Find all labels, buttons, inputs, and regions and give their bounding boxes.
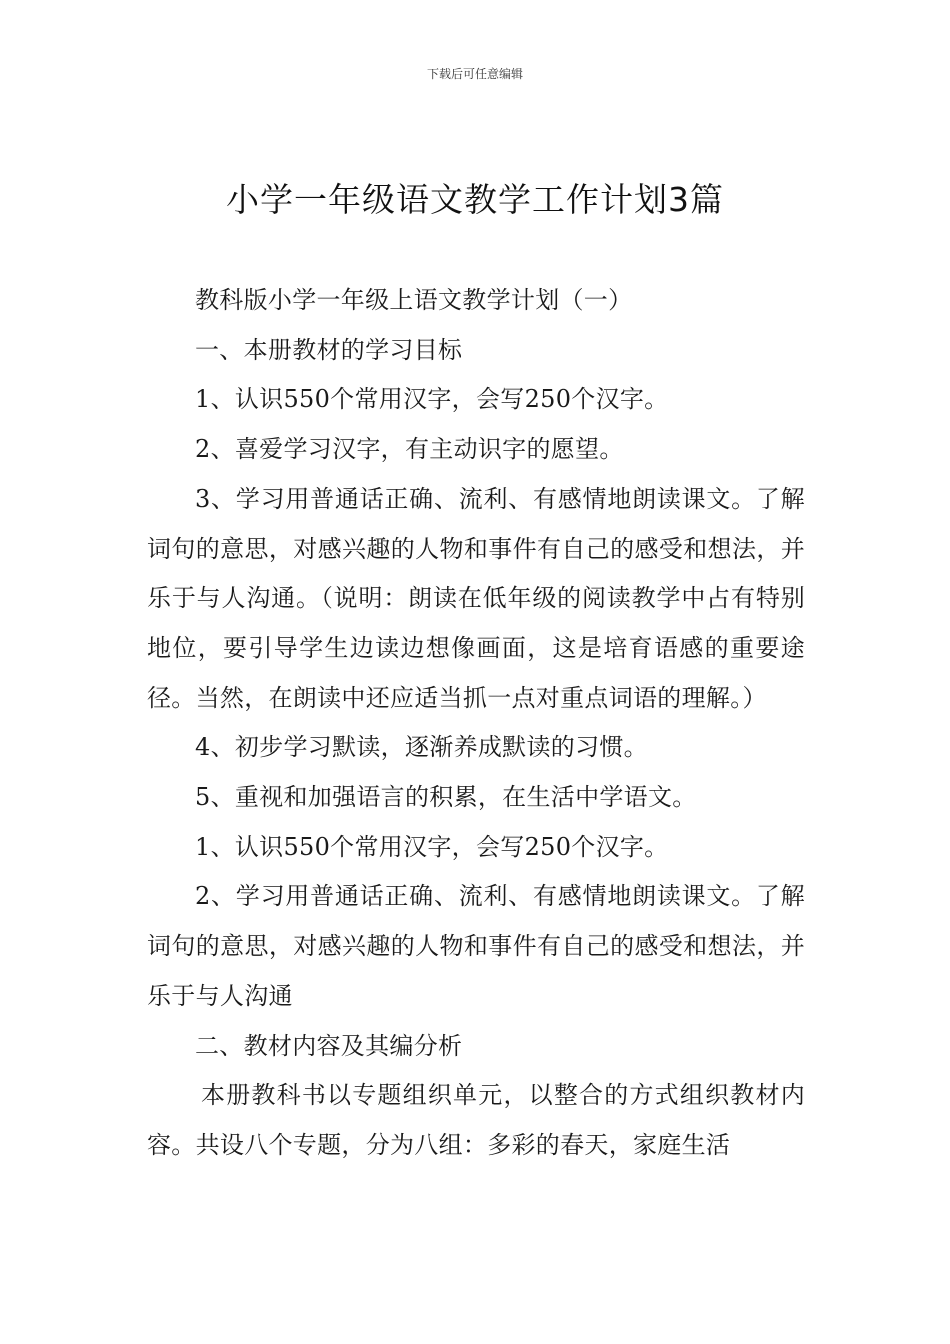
page-header-note: 下载后可任意编辑 xyxy=(426,67,523,81)
document-body xyxy=(147,276,805,1171)
paragraph-section-heading: 二、教材内容及其编分析 xyxy=(195,1031,463,1060)
paragraph-item: 2、学习用普通话正确、流利、有感情地朗读课文。了解词句的意思，对感兴趣的人物和事件有自己的感受和想法，并乐于与人沟通 xyxy=(147,882,805,1010)
paragraph-item: 5、重视和加强语言的积累，在生活中学语文。 xyxy=(195,783,697,812)
paragraph-item: 2、喜爱学习汉字，有主动识字的愿望。 xyxy=(195,435,624,464)
paragraph-subtitle: 教科版小学一年级上语文教学计划（一） xyxy=(195,286,633,314)
paragraph-item: 1、认识550个常用汉字，会写250个汉字。 xyxy=(195,832,669,861)
document-title: 小学一年级语文教学工作计划3篇 xyxy=(226,180,724,219)
paragraph-item: 3、学习用普通话正确、流利、有感情地朗读课文。了解词句的意思，对感兴趣的人物和事件有自己的感受和想法，并乐于与人沟通。（说明：朗读在低年级的阅读教学中占有特别地位，要引导学生边读边想像画面，这是培育语感的重要途径。当然，在朗读中还应适当抓一点对重点词语的理解。） xyxy=(147,484,805,712)
paragraph-item: 4、初步学习默读，逐渐养成默读的习惯。 xyxy=(195,733,648,762)
paragraph-body-text: 本册教科书以专题组织单元，以整合的方式组织教材内容。共设八个专题，分为八组：多彩的春天，家庭生活 xyxy=(147,1081,805,1159)
paragraph-item: 1、认识550个常用汉字，会写250个汉字。 xyxy=(195,385,669,414)
paragraph-section-heading: 一、本册教材的学习目标 xyxy=(195,335,463,364)
